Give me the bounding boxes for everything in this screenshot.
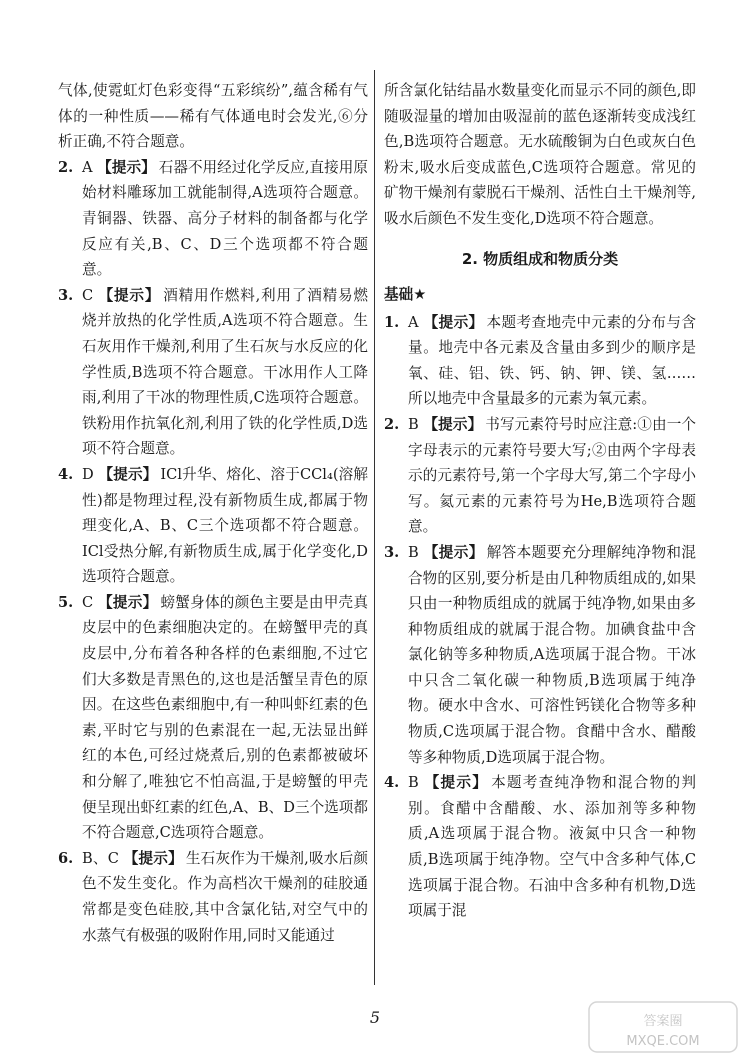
hint-tag: 【提示】 [423, 313, 484, 331]
explanation-text: 石器不用经过化学反应,直接用原始材料雕琢加工就能制得,A选项符合题意。青铜器、铁器、高分子材料的制备都与化学反应有关,B、C、D三个选项都不符合题意。 [82, 158, 369, 279]
answer-item [384, 540, 696, 770]
answer-item [384, 310, 696, 412]
hint-tag: 【提示】 [98, 286, 161, 304]
hint-tag: 【提示】 [423, 543, 484, 561]
answer-choice: D [82, 465, 94, 483]
answer-list [384, 310, 696, 924]
answer-choice: B [408, 415, 419, 433]
hint-tag: 【提示】 [98, 465, 158, 483]
answer-item [58, 462, 368, 590]
watermark-main: 答案圈 [643, 1014, 683, 1029]
question-number: 5. [58, 593, 74, 611]
question-number: 3. [384, 543, 400, 561]
answer-item [384, 412, 696, 540]
answer-item [58, 155, 368, 283]
question-number: 4. [58, 465, 74, 483]
question-number: 3. [58, 286, 74, 304]
explanation-text: 解答本题要充分理解纯净物和混合物的区别,要分析是由几种物质组成的,如果只由一种物质组成的就属于纯净物,如果由多种物质组成的就属于混合物。加碘食盐中含氯化钠等多种物质,A选项属于混合物。干冰中只含二氧化碳一种物质,B选项属于纯净物。硬水中含水、可溶性钙镁化合物等多种物质,C选项属于混合物。食醋中含水、醋酸等多种物质,D选项属于混合物。 [408, 543, 696, 766]
hint-tag: 【提示】 [424, 774, 489, 792]
hint-tag: 【提示】 [97, 158, 156, 176]
answer-item [58, 590, 368, 846]
question-number: 2. [384, 415, 400, 433]
explanation-text: 螃蟹身体的颜色主要是由甲壳真皮层中的色素细胞决定的。在螃蟹甲壳的真皮层中,分布着各种各样的色素细胞,不过它们大多数是青黑色的,这也是活蟹呈青色的原因。在这些色素细胞中,有一种叫虾红素的色素,平时它与别的色素混在一起,无法显出鲜红的本色,可经过烧煮后,别的色素都被破坏和分解了,唯独它不怕高温,于是螃蟹的甲壳便呈现出虾红素的红色,A、B、D三个选项都不符合题意,C选项符合题意。 [82, 593, 368, 842]
answer-choice: B、C [82, 849, 119, 867]
section-title: 2. 物质组成和物质分类 [461, 249, 619, 268]
left-column [58, 78, 368, 948]
answer-choice: A [82, 158, 93, 176]
answer-item [384, 770, 696, 924]
sub-title: 基础★ [384, 285, 427, 303]
answer-item [58, 283, 368, 462]
continuation-text: 所含氯化钴结晶水数量变化而显示不同的颜色,即随吸湿量的增加由吸湿前的蓝色逐渐转变成浅红色,B选项符合题意。无水硫酸铜为白色或灰白色粉末,吸水后变成蓝色,C选项符合题意。常见的矿物干燥剂有蒙脱石干燥剂、活性白土干燥剂等,吸水后颜色不发生变化,D选项不符合题意。 [384, 82, 696, 227]
hint-tag: 【提示】 [98, 593, 158, 611]
answer-choice: C [82, 286, 94, 304]
answer-item [58, 846, 368, 948]
page-number: 5 [369, 1008, 381, 1027]
column-divider [374, 70, 375, 985]
explanation-text: 本题考查地壳中元素的分布与含量。地壳中各元素及含量由多到少的顺序是氧、硅、铝、铁、钙、钠、钾、镁、氢……所以地壳中含量最多的元素为氧元素。 [408, 313, 696, 408]
continuation-text: 气体,使霓虹灯色彩变得“五彩缤纷”,蕴含稀有气体的一种性质——稀有气体通电时会发光,⑥分析正确,不符合题意。 [58, 82, 368, 151]
answer-choice: B [408, 774, 419, 792]
answer-choice: C [82, 593, 94, 611]
answer-choice: B [408, 543, 419, 561]
hint-tag: 【提示】 [423, 415, 483, 433]
right-column [384, 78, 696, 924]
explanation-text: 酒精用作燃料,利用了酒精易燃烧并放热的化学性质,A选项不符合题意。生石灰用作干燥剂,利用了生石灰与水反应的化学性质,B选项不符合题意。干冰用作人工降雨,利用了干冰的物理性质,C选项符合题意。铁粉用作抗氧化剂,利用了铁的化学性质,D选项不符合题意。 [82, 286, 369, 458]
explanation-text: 书写元素符号时应注意:①由一个字母表示的元素符号要大写;②由两个字母表示的元素符号,第一个字母大写,第二个字母小写。氦元素的元素符号为He,B选项符合题意。 [408, 415, 696, 536]
explanation-text: ICl升华、熔化、溶于CCl₄(溶解性)都是物理过程,没有新物质生成,都属于物理变化,A、B、C三个选项都不符合题意。ICl受热分解,有新物质生成,属于化学变化,D选项符合题意。 [82, 465, 368, 586]
question-number: 4. [384, 774, 400, 792]
explanation-text: 本题考查纯净物和混合物的判别。食醋中含醋酸、水、添加剂等多种物质,A选项属于混合物。液氮中只含一种物质,B选项属于纯净物。空气中含多种气体,C选项属于混合物。石油中含多种有机物,D选项属于混 [408, 774, 696, 920]
answer-choice: A [408, 313, 419, 331]
question-number: 1. [384, 313, 400, 331]
question-number: 6. [58, 849, 74, 867]
watermark-sub: MXQE.COM [626, 1034, 700, 1049]
hint-tag: 【提示】 [123, 849, 183, 867]
question-number: 2. [58, 158, 74, 176]
answer-list [58, 155, 368, 948]
explanation-text: 生石灰作为干燥剂,吸水后颜色不发生变化。作为高档次干燥剂的硅胶通常都是变色硅胶,其中含氯化钴,对空气中的水蒸气有极强的吸附作用,同时又能通过 [82, 849, 368, 944]
watermark-logo [588, 1001, 738, 1053]
